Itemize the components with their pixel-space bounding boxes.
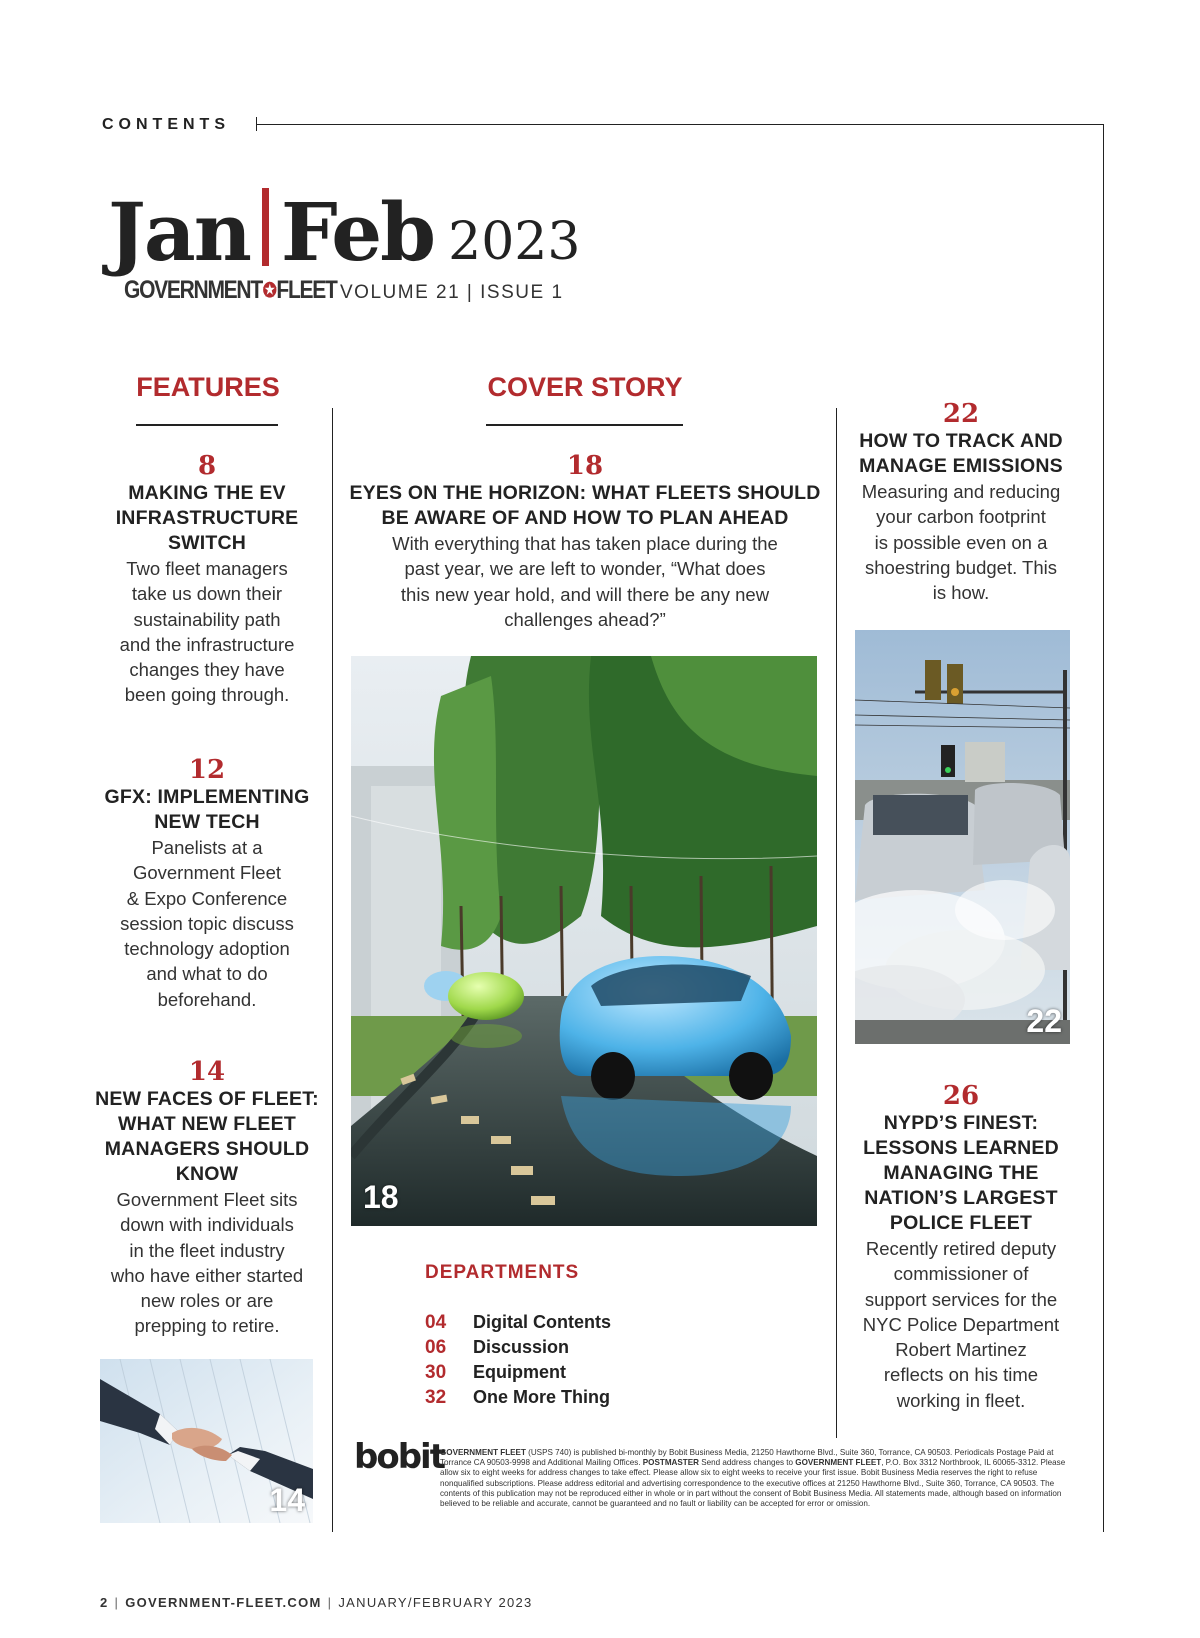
traffic-exhaust-illustration bbox=[855, 630, 1070, 1044]
photo-page-number: 14 bbox=[269, 1482, 305, 1518]
department-label: Digital Contents bbox=[473, 1312, 611, 1332]
top-rule bbox=[256, 124, 1104, 125]
story-title: HOW TO TRACK AND MANAGE EMISSIONS bbox=[859, 430, 1063, 477]
department-label: Equipment bbox=[473, 1362, 566, 1382]
feature-story-12[interactable] bbox=[92, 755, 322, 1012]
feature-story-22[interactable] bbox=[846, 399, 1076, 605]
story-page-number: 8 bbox=[197, 451, 217, 481]
page-footer: 2 | GOVERNMENT-FLEET.COM | JANUARY/FEBRUARY 2023 bbox=[100, 1595, 533, 1610]
masthead-month-2: Feb bbox=[280, 185, 435, 279]
footer-issue-date: JANUARY/FEBRUARY 2023 bbox=[338, 1595, 533, 1610]
features-rule bbox=[136, 424, 278, 426]
column-divider-left bbox=[332, 408, 333, 1532]
story-description: Recently retired deputy commissioner of support services for the NYC Police Department Robert Martinez reflects on his time working in fleet. bbox=[862, 1238, 1060, 1411]
feature-story-14[interactable] bbox=[92, 1057, 322, 1339]
department-page-number: 04 bbox=[425, 1311, 447, 1333]
story-title: NEW FACES OF FLEET: WHAT NEW FLEET MANAGERS SHOULD KNOW bbox=[95, 1088, 319, 1185]
right-rule bbox=[1103, 124, 1104, 1532]
department-label: One More Thing bbox=[473, 1387, 610, 1407]
department-page-number: 06 bbox=[425, 1336, 447, 1358]
features-heading: FEATURES bbox=[136, 372, 280, 402]
cover-story[interactable] bbox=[345, 451, 825, 632]
story-page-number: 14 bbox=[188, 1057, 226, 1087]
story-title: MAKING THE EV INFRASTRUCTURE SWITCH bbox=[115, 482, 299, 554]
masthead-year: 2023 bbox=[448, 212, 581, 272]
footer-site-link[interactable]: GOVERNMENT-FLEET.COM bbox=[125, 1595, 322, 1610]
government-fleet-logo bbox=[124, 276, 337, 305]
cover-story-heading: COVER STORY bbox=[487, 372, 683, 402]
department-item-one-more-thing[interactable] bbox=[425, 1385, 611, 1410]
story-title: NYPD’S FINEST: LESSONS LEARNED MANAGING THE NATION’S LARGEST POLICE FLEET bbox=[863, 1112, 1059, 1234]
publisher-fine-print: GOVERNMENT FLEET (USPS 740) is published bi-monthly by Bobit Business Media, 21250 Hawthorne Blvd., Suite 360, Torrance, CA 90503. Periodicals Postage Paid at Torrance CA 90503-9998 and Additional Mailing Offices. POSTMASTER Send address changes to GOVERNMENT FLEET, P.O. Box 3312 Northbrook, IL 60065-3312. Please allow six to eight weeks for address changes to take effect. Please allow six to eight weeks to receive your first issue. Bobit Business Media reserves the right to refuse nonqualified subscriptions. Please address editorial and advertising correspondence to the executive offices at 21250 Hawthorne Blvd., Suite 360, Torrance, CA 90503. The contents of this publication may not be reproduced either in whole or in part without the consent of Bobit Business Media. All statements made, although based on information believed to be reliable and accurate, cannot be guaranteed and no fault or liability can be accepted for error or omission. bbox=[440, 1448, 1066, 1509]
masthead-divider-bar bbox=[262, 188, 269, 266]
story-page-number: 12 bbox=[188, 755, 226, 785]
story-page-number: 26 bbox=[942, 1081, 980, 1111]
cover-page-number: 18 bbox=[566, 451, 604, 481]
emissions-traffic-photo[interactable] bbox=[855, 630, 1070, 1044]
feature-story-8[interactable] bbox=[98, 451, 316, 708]
column-divider-right bbox=[836, 408, 837, 1438]
cover-story-rule bbox=[486, 424, 683, 426]
department-page-number: 30 bbox=[425, 1361, 447, 1383]
footer-page-number: 2 bbox=[100, 1595, 109, 1610]
autonomous-cars-illustration bbox=[351, 656, 817, 1226]
department-label: Discussion bbox=[473, 1337, 570, 1357]
issue-masthead bbox=[108, 172, 581, 279]
photo-page-number: 22 bbox=[1026, 1003, 1062, 1039]
story-title: GFX: IMPLEMENTING NEW TECH bbox=[104, 786, 310, 833]
department-page-number: 32 bbox=[425, 1386, 447, 1408]
department-item-equipment[interactable] bbox=[425, 1360, 611, 1385]
department-item-discussion[interactable] bbox=[425, 1335, 611, 1360]
story-page-number: 22 bbox=[942, 399, 980, 429]
departments-list bbox=[425, 1310, 611, 1410]
story-description: Panelists at a Government Fleet & Expo Conference session topic discuss technology adoption and what to do beforehand. bbox=[120, 837, 294, 1010]
photo-page-number: 18 bbox=[363, 1179, 399, 1215]
logo-text-government: GOVERNMENT bbox=[124, 276, 262, 304]
departments-heading: DEPARTMENTS bbox=[425, 1262, 580, 1283]
department-item-digital-contents[interactable] bbox=[425, 1310, 611, 1335]
masthead-month-1: Jan bbox=[108, 185, 250, 279]
feature-story-26[interactable] bbox=[846, 1081, 1076, 1413]
cover-title: EYES ON THE HORIZON: WHAT FLEETS SHOULD BE AWARE OF AND HOW TO PLAN AHEAD bbox=[349, 482, 821, 529]
volume-issue: VOLUME 21 | ISSUE 1 bbox=[340, 282, 564, 303]
story-description: Two fleet managers take us down their sustainability path and the infrastructure changes they have been going through. bbox=[119, 558, 295, 706]
logo-text-fleet: FLEET bbox=[276, 276, 337, 304]
story-description: Measuring and reducing your carbon footprint is possible even on a shoestring budget. This is how. bbox=[861, 481, 1061, 604]
story-description: Government Fleet sits down with individuals in the fleet industry who have either started new roles or are prepping to retire. bbox=[110, 1189, 304, 1337]
bobit-logo: bobit bbox=[354, 1437, 444, 1477]
cover-description: With everything that has taken place during the past year, we are left to wonder, “What does this new year hold, and will there be any new challenges ahead?” bbox=[392, 533, 778, 630]
logo-star-icon: ✪ bbox=[262, 280, 276, 302]
handshake-photo[interactable] bbox=[100, 1359, 313, 1523]
cover-photo-autonomous-cars[interactable] bbox=[351, 656, 817, 1226]
contents-label: CONTENTS bbox=[102, 116, 230, 133]
